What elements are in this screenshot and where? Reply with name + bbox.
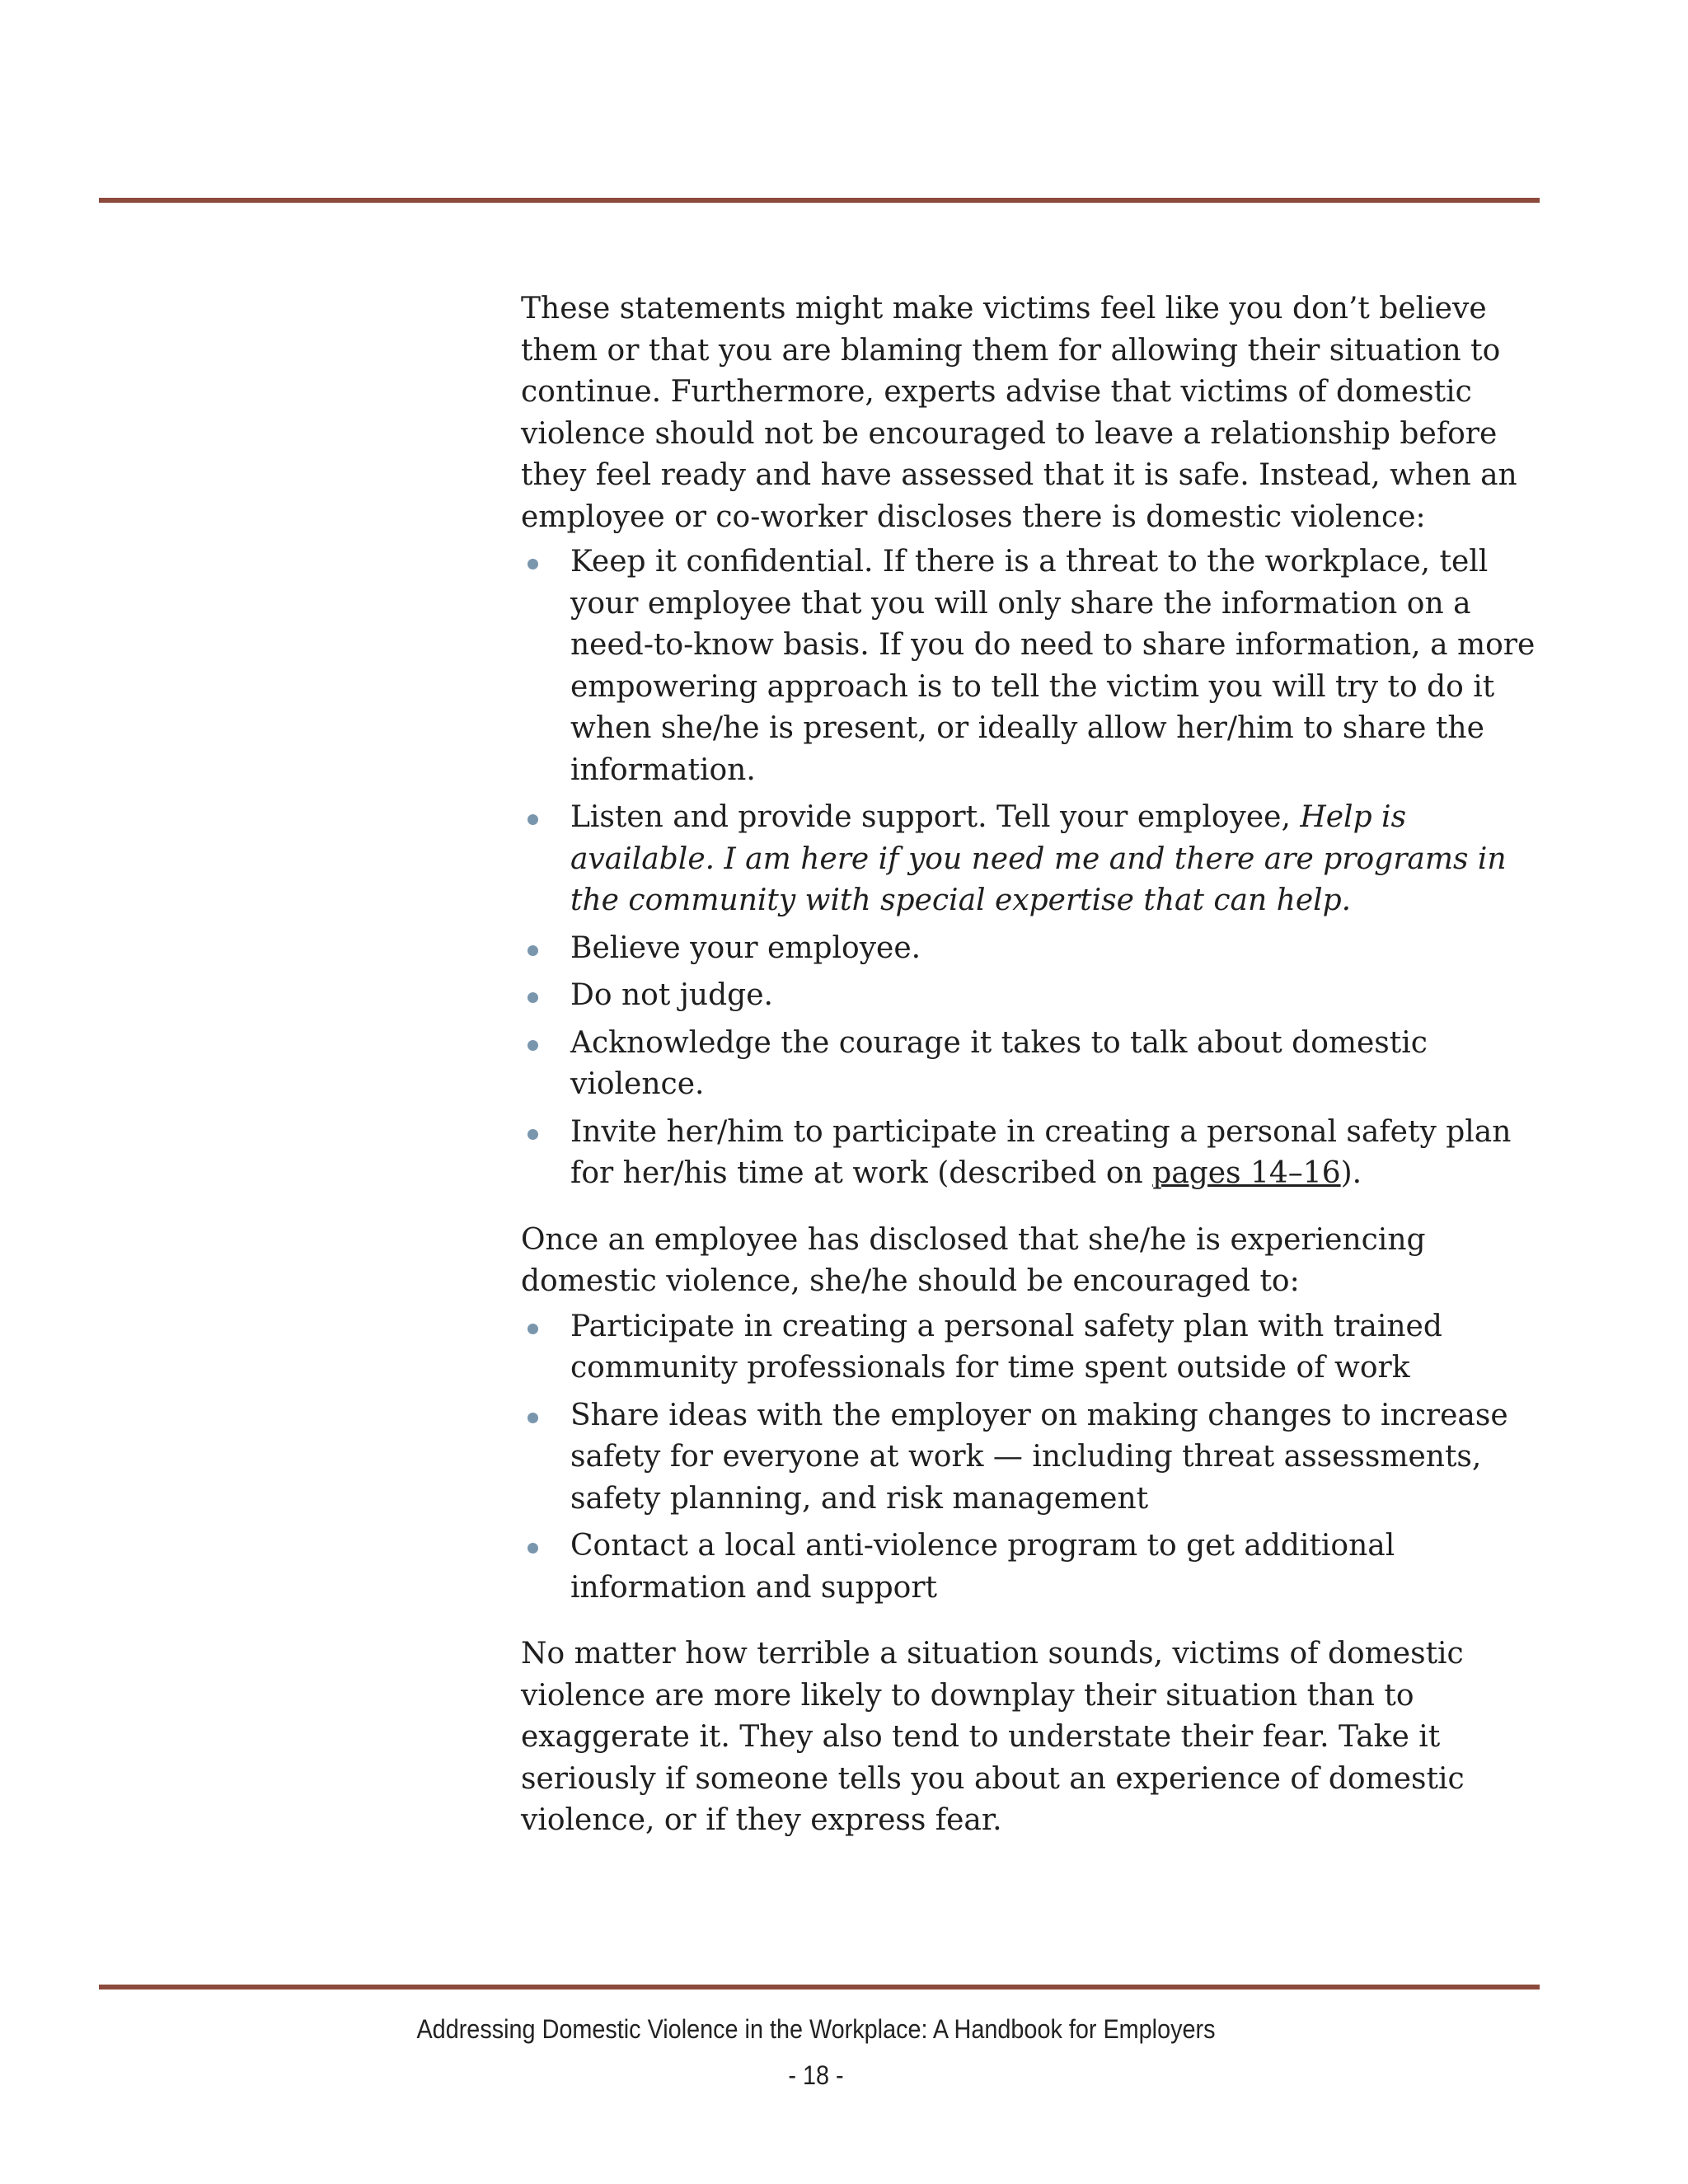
list-item	[521, 928, 1543, 970]
list-item-text: Listen and provide support. Tell your employee,	[570, 800, 1291, 834]
list-item	[521, 1395, 1543, 1521]
list-item-text: Acknowledge the courage it takes to talk about domestic violence.	[570, 1025, 1428, 1101]
list-item	[521, 975, 1543, 1017]
list-item	[521, 541, 1543, 791]
list-item	[521, 1023, 1543, 1106]
closing-paragraph: No matter how terrible a situation sounds, victims of domestic violence are more likely to downplay their situation than to exaggerate it. They also tend to understate their fear. Take it seriously if someone tells you about an experience of domestic violence, or if they express fear.	[521, 1637, 1465, 1837]
list-item-text: Participate in creating a personal safety plan with trained community professionals for time spent outside of work	[570, 1309, 1442, 1385]
encouragement-list	[521, 1306, 1543, 1610]
list-item-text: Invite her/him to participate in creating a personal safety plan for her/his time at work (described on	[570, 1114, 1512, 1190]
list-item	[521, 797, 1543, 922]
disclosure-paragraph: Once an employee has disclosed that she/he is experiencing domestic violence, she/he should be encouraged to:	[521, 1222, 1426, 1298]
list-item-text: Do not judge.	[570, 978, 773, 1012]
bullet-icon	[528, 1040, 538, 1051]
list-item-quote: Help is available. I am here if you need me and there are programs in the community with special expertise that can help.	[570, 800, 1507, 917]
footer-title: Addressing Domestic Violence in the Workplace: A Handbook for Employers	[416, 2014, 1216, 2044]
bullet-icon	[528, 1413, 538, 1423]
bullet-icon	[528, 992, 538, 1003]
bullet-icon	[528, 559, 538, 569]
response-guidelines-list	[521, 541, 1543, 1195]
footer-divider	[99, 1985, 1540, 1990]
list-item-text: Share ideas with the employer on making changes to increase safety for everyone at work — including threat assessments, safety planning, and risk management	[570, 1398, 1508, 1516]
header-divider	[99, 198, 1540, 203]
list-item	[521, 1526, 1543, 1609]
page-number: - 18 -	[788, 2060, 844, 2090]
list-item	[521, 1306, 1543, 1390]
list-item-text: Contact a local anti-violence program to get additional information and support	[570, 1529, 1395, 1605]
bullet-icon	[528, 1129, 538, 1140]
bullet-icon	[528, 945, 538, 956]
list-item-text-end: ).	[1340, 1156, 1362, 1190]
intro-paragraph: These statements might make victims feel like you don’t believe them or that you are blaming them for allowing their situation to continue. Furthermore, experts advise that victims of domestic violence should not be encouraged to leave a relationship before they feel ready and have assessed that it is safe. Instead, when an employee or co-worker discloses there is domestic violence:	[521, 292, 1517, 534]
main-content	[521, 288, 1543, 1842]
bullet-icon	[528, 814, 538, 825]
pages-link[interactable]: pages 14–16	[1152, 1156, 1341, 1190]
bullet-icon	[528, 1324, 538, 1334]
list-item-text: Believe your employee.	[570, 930, 921, 965]
bullet-icon	[528, 1543, 538, 1554]
list-item	[521, 1112, 1543, 1195]
list-item-text: Keep it confidential. If there is a threat to the workplace, tell your employee that you will only share the information on a need-to-know basis. If you do need to share information, a more empowering approach is to tell the victim you will try to do it when she/he is present, or ideally allow her/him to share the information.	[570, 545, 1536, 787]
